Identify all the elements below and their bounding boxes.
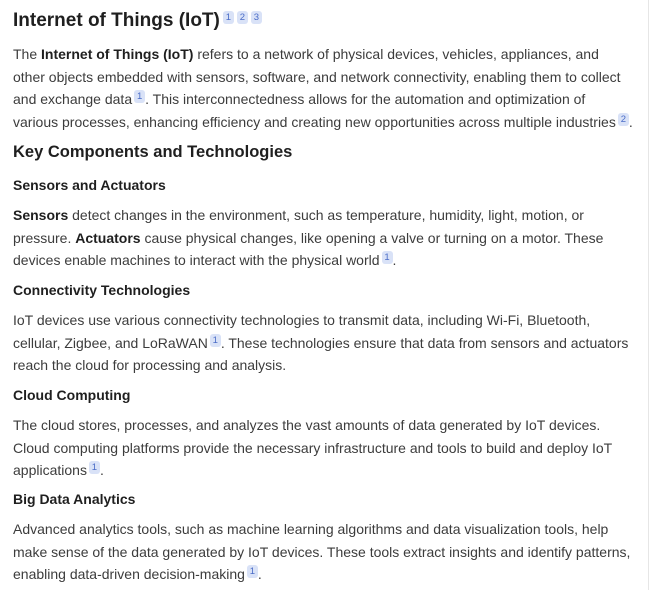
subsection-heading-connectivity: Connectivity Technologies [13,282,191,298]
citation-badge[interactable]: 1 [89,461,100,474]
bigdata-paragraph [13,518,633,586]
citation-badge[interactable]: 1 [223,11,234,24]
subsection-heading-bigdata: Big Data Analytics [13,491,136,507]
intro-paragraph [13,43,633,133]
citation-badge[interactable]: 1 [382,251,393,264]
sensors-text: . [392,252,397,268]
sensors-paragraph [13,204,633,272]
intro-text: refers to a network of physical devices, vehicles, appliances, and other objects embedded with sensors, software, and network connectivity, enabling them to collect and exchange data [13,46,621,107]
connectivity-paragraph [13,309,633,377]
intro-text: . This interconnectedness allows for the automation and optimization of various processes, enhancing efficiency and creating new opportunities across multiple industries [13,91,616,130]
cloud-text: The cloud stores, processes, and analyzes the vast amounts of data generated by IoT devices. Cloud computing platforms provide the necessary infrastructure and tools to build and deploy IoT applications [13,417,612,478]
citation-badge[interactable]: 3 [251,11,262,24]
citation-badge[interactable]: 1 [134,90,145,103]
bigdata-text: . [257,566,262,582]
intro-term: Internet of Things (IoT) [41,46,194,62]
subsection-heading-cloud: Cloud Computing [13,387,131,403]
page-title-text: Internet of Things (IoT) [13,10,220,31]
subsection-heading-sensors: Sensors and Actuators [13,177,166,193]
citation-badge[interactable]: 1 [210,334,221,347]
cloud-text: . [99,462,104,478]
scroll-edge [648,0,649,590]
citation-badge[interactable]: 2 [618,113,629,126]
sensors-text: detect changes in the environment, such as temperature, humidity, light, motion, or pressure. [13,207,584,246]
section-heading: Key Components and Technologies [13,143,293,161]
connectivity-text: . These technologies ensure that data from sensors and actuators reach the cloud for processing and analysis. [13,334,629,373]
intro-text: . [628,113,633,130]
bigdata-text: Advanced analytics tools, such as machine learning algorithms and data visualization tools, help make sense of the data generated by IoT devices. These tools extract insights and identify patterns, enabling data-driven decision-making [13,521,631,582]
citation-badge[interactable]: 1 [247,565,258,578]
sensors-term: Sensors [13,207,69,223]
connectivity-text: IoT devices use various connectivity technologies to transmit data, including Wi-Fi, Bluetooth, cellular, Zigbee, and LoRaWAN [13,312,591,351]
intro-text: The [13,46,42,62]
citation-badge[interactable]: 2 [237,11,248,24]
actuators-term: Actuators [75,229,141,246]
page-title [13,9,262,33]
sensors-text: cause physical changes, like opening a valve or turning on a motor. These devices enable machines to interact with the physical world [13,229,604,268]
cloud-paragraph [13,414,633,482]
